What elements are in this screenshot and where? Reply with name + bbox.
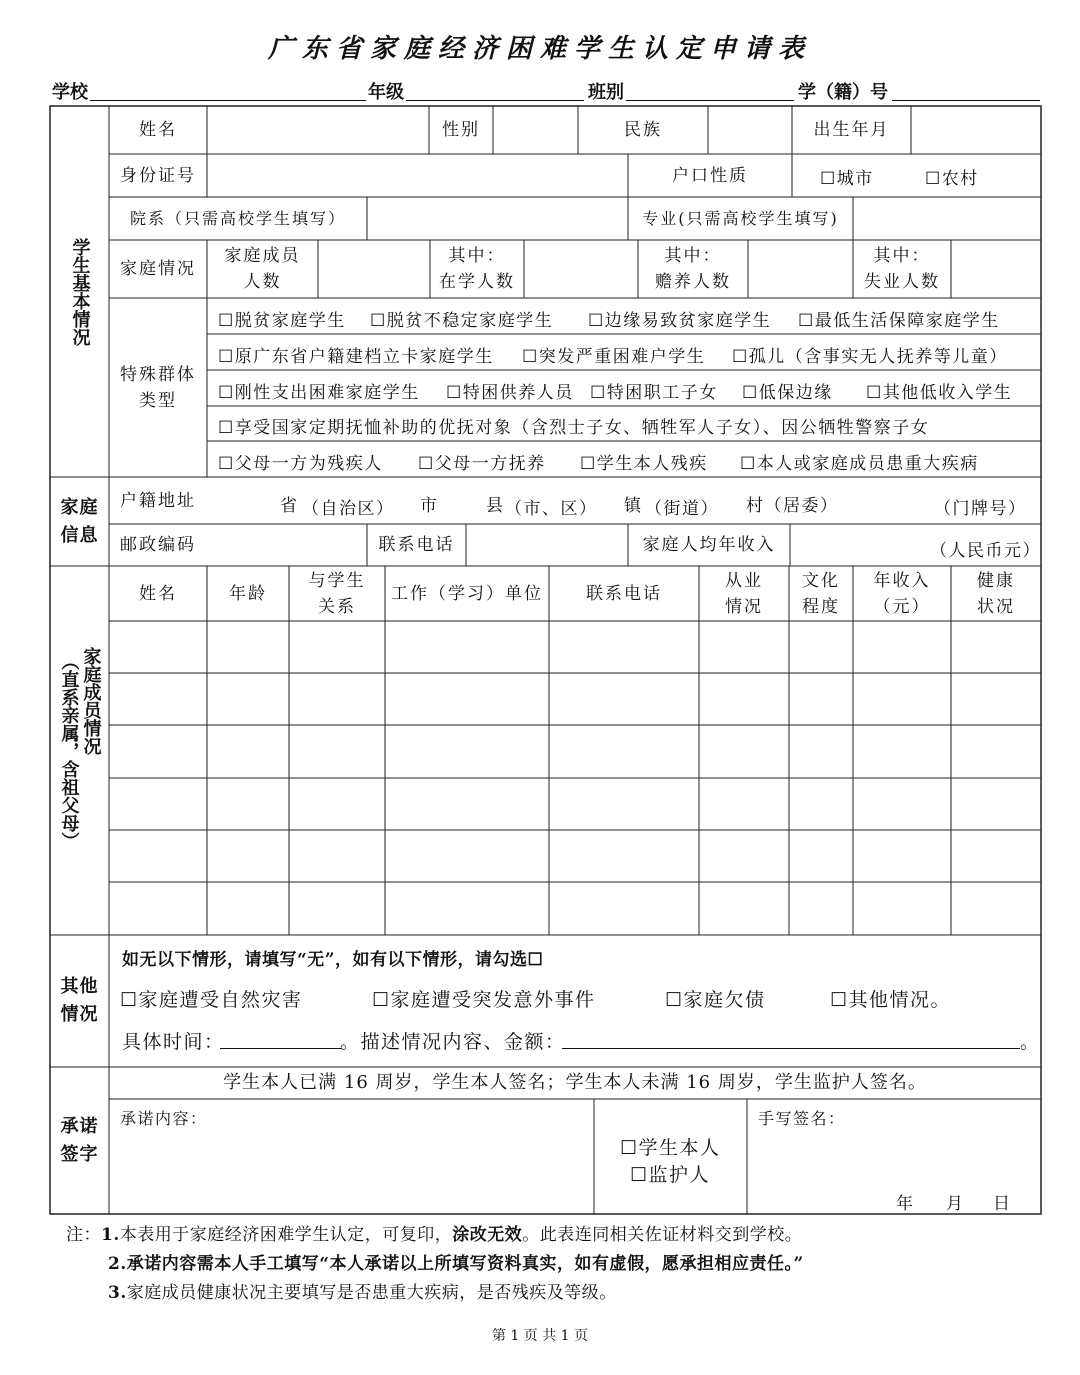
section-promise-label: 承诺 签字 [60,1115,99,1165]
section-basic-label: 学生基本情况 [69,237,91,346]
special-option[interactable]: ☐突发严重困难户学生 [522,347,706,367]
other-option[interactable]: ☐其他情况。 [830,989,952,1011]
class-label: 班别 [588,82,624,103]
page-footer: 第 1 页 共 1 页 [491,1328,589,1344]
town-note: （街道） [645,499,719,519]
members-header: 姓名 [139,583,177,604]
note-1-end: 。此表连同相关佐证材料交到学校。 [522,1225,803,1245]
department-field[interactable] [367,197,628,240]
special-option[interactable]: ☐脱贫家庭学生 [218,311,346,331]
section-members-label [50,566,109,935]
dependents-count-field[interactable] [748,240,853,298]
promise-note: 学生本人已满 16 周岁，学生本人签名；学生本人未满 16 周岁，学生监护人签名。 [223,1072,927,1093]
member-row[interactable] [109,673,1041,725]
note-3-text: 家庭成员健康状况主要填写是否患重大疾病，是否残疾及等级。 [126,1283,617,1303]
special-option[interactable]: ☐刚性支出困难家庭学生 [218,383,420,403]
section-other-label: 其他 情况 [60,976,99,1025]
other-instruction: 如无以下情形，请填写“无”，如有以下情形，请勾选☐ [122,950,544,970]
section-family-info-label: 家庭 信息 [60,496,99,546]
ethnicity-field[interactable] [708,106,792,154]
postcode-label: 邮政编码 [120,535,196,555]
special-option[interactable]: ☐学生本人残疾 [580,454,708,474]
special-group-label: 特殊群体 类型 [120,364,196,411]
name-field[interactable] [207,106,429,154]
members-header: 文化 程度 [802,570,840,617]
note-1 [66,1220,802,1245]
members-count-field[interactable] [318,240,430,298]
id-no-label: 身份证号 [120,165,196,186]
members-header: 年收入 （元） [873,570,931,617]
note-1-text: 本表用于家庭经济困难学生认定，可复印， [119,1225,453,1245]
village-label: 村（居委） [746,496,839,516]
section-members-title: 家庭成员情况 [80,646,102,755]
other-option[interactable]: ☐家庭欠债 [665,989,766,1011]
members-header: 联系电话 [586,583,662,604]
county-note: （市、区） [505,499,598,519]
members-count-label: 家庭成员 人数 [224,246,301,292]
date-month: 月 [946,1194,965,1214]
address-label: 户籍地址 [120,490,196,511]
province-label: 省 [280,496,299,516]
members-header: 年龄 [229,583,267,604]
student-self-checkbox[interactable]: ☐学生本人 [620,1137,721,1159]
other-option[interactable]: ☐家庭遭受自然灾害 [120,989,303,1011]
special-option[interactable]: ☐孤儿（含事实无人抚养等儿童） [732,347,1008,367]
member-row[interactable] [109,882,1041,935]
members-header: 工作（学习）单位 [391,583,543,604]
special-option[interactable]: ☐脱贫不稳定家庭学生 [370,311,554,331]
date-year: 年 [896,1194,915,1214]
id-no-field[interactable] [207,154,628,197]
student-no-label: 学（籍）号 [798,82,888,103]
name-label: 姓名 [139,120,177,140]
major-label: 专业(只需高校学生填写) [642,208,839,228]
phone-label: 联系电话 [378,535,455,555]
note-3 [108,1278,617,1303]
gender-label: 性别 [442,120,480,140]
members-header: 健康 状况 [977,570,1015,617]
note-1-number: 1. [101,1225,120,1245]
note-2 [108,1249,804,1274]
promise-content-field[interactable] [120,1130,590,1210]
section-members-note: （直系亲属，含祖父母） [58,651,80,850]
members-header: 与学生 关系 [308,570,366,617]
other-option[interactable]: ☐家庭遭受突发意外事件 [372,989,596,1011]
school-label: 学校 [52,82,88,103]
signature-label: 手写签名： [758,1109,846,1128]
income-unit: （人民币元） [930,541,1041,561]
note-2-number: 2. [108,1254,127,1274]
birth-field[interactable] [911,106,1041,154]
special-option[interactable]: ☐享受国家定期抚恤补助的优抚对象（含烈士子女、牺牲军人子女）、因公牺牲警察子女 [218,418,930,438]
special-option[interactable]: ☐原广东省户籍建档立卡家庭学生 [218,347,494,367]
ethnicity-label: 民族 [624,120,662,140]
member-row[interactable] [109,778,1041,830]
family-status-label: 家庭情况 [120,259,196,279]
postcode-field[interactable] [207,524,367,566]
rural-checkbox[interactable]: ☐农村 [925,169,979,189]
members-header: 从业 情况 [725,570,763,617]
special-option[interactable]: ☐父母一方抚养 [418,454,546,474]
town-label: 镇 [624,496,643,516]
special-option[interactable]: ☐其他低收入学生 [866,383,1013,403]
special-option[interactable]: ☐最低生活保障家庭学生 [798,311,1000,331]
special-option[interactable]: ☐本人或家庭成员患重大疾病 [740,454,979,474]
description-field[interactable] [562,1048,1020,1049]
special-option[interactable]: ☐特困职工子女 [590,383,718,403]
time-field[interactable] [220,1048,342,1049]
department-label: 院系（只需高校学生填写） [129,208,346,228]
description-end: 。 [1020,1031,1041,1053]
major-field[interactable] [853,197,1041,240]
county-label: 县 [486,496,505,516]
special-option[interactable]: ☐特困供养人员 [446,383,574,403]
promise-content-label: 承诺内容： [120,1109,208,1128]
description-label: 。描述情况内容、金额： [340,1031,566,1053]
gender-field[interactable] [493,106,578,154]
house-no-label: （门牌号） [934,499,1027,519]
note-1-bold: 涂改无效 [452,1225,523,1245]
time-label: 具体时间： [122,1031,225,1053]
dependents-count-label: 其中： 赡养人数 [655,246,731,292]
hukou-type-label: 户口性质 [672,165,748,186]
unemployed-count-label: 其中： 失业人数 [864,246,940,292]
province-note: （自治区） [302,499,395,519]
students-count-label: 其中： 在学人数 [439,246,515,292]
guardian-checkbox[interactable]: ☐监护人 [630,1164,711,1186]
birth-label: 出生年月 [813,120,890,140]
urban-checkbox[interactable]: ☐城市 [820,169,874,189]
income-label: 家庭人均年收入 [642,535,776,555]
special-option[interactable]: ☐父母一方为残疾人 [218,454,383,474]
special-option[interactable]: ☐边缘易致贫家庭学生 [588,311,772,331]
note-3-number: 3. [108,1283,127,1303]
date-day: 日 [993,1194,1012,1214]
member-row[interactable] [109,830,1041,882]
note-2-text: 承诺内容需本人手工填写“本人承诺以上所填写资料真实，如有虚假，愿承担相应责任。” [126,1254,804,1274]
member-row[interactable] [109,725,1041,778]
form-title: 广东省家庭经济困难学生认定申请表 [267,34,812,64]
students-count-field[interactable] [524,240,638,298]
phone-field[interactable] [466,524,628,566]
special-option[interactable]: ☐低保边缘 [742,383,833,403]
city-label: 市 [420,496,439,516]
grade-label: 年级 [368,82,404,103]
unemployed-count-field[interactable] [951,240,1041,298]
member-row[interactable] [109,621,1041,673]
note-prefix: 注： [66,1225,101,1245]
